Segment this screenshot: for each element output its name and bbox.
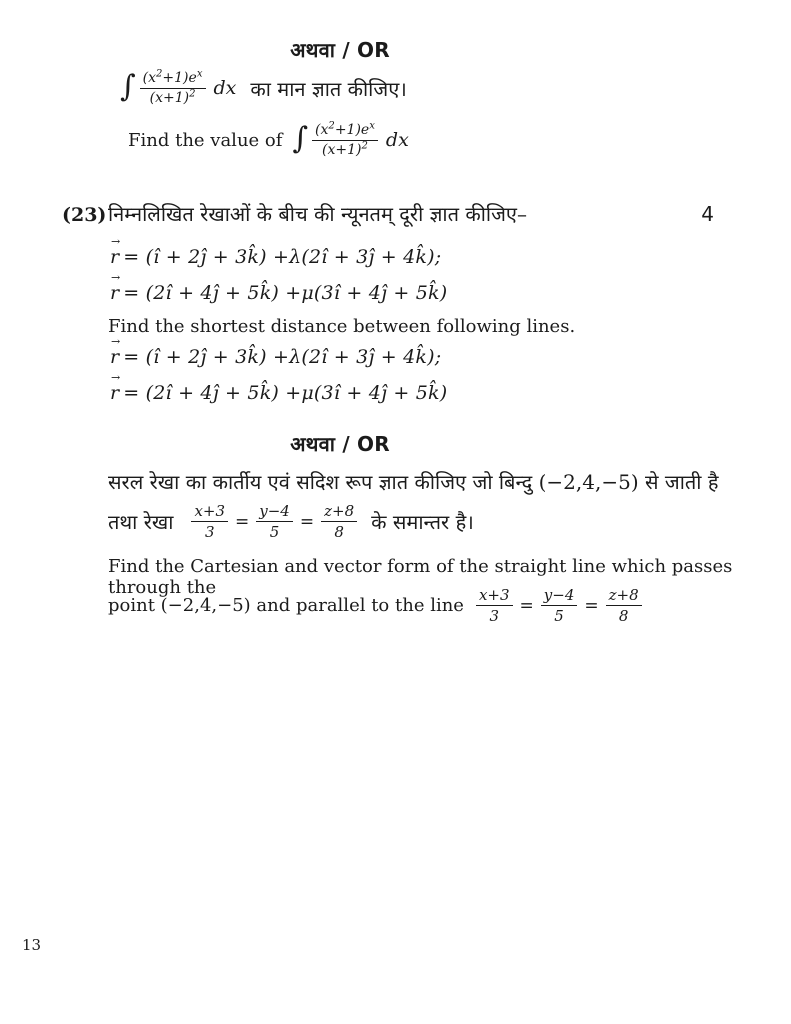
integral-sign: ∫ — [292, 121, 309, 157]
question-23-row — [62, 200, 714, 227]
equals-sign: = — [519, 595, 534, 616]
vector-arrow-icon: → — [111, 235, 120, 248]
fraction-z: $\frac{z+8}{8}$ — [321, 502, 357, 541]
question-number: (23) — [62, 204, 107, 226]
or-heading-1: अथवा / OR — [290, 38, 390, 62]
english-line2-prefix: point (−2,4,−5) and parallel to the line — [108, 595, 464, 616]
or-question-hindi-line1: सरल रेखा का कार्तीय एवं सदिश रूप ज्ञात कीजिए जो बिन्दु (−2,4,−5) से जाती है — [108, 470, 719, 494]
vector-equation-2-repeat — [110, 371, 448, 404]
or-question-hindi-line2 — [108, 502, 474, 541]
question-23-marks: 4 — [701, 202, 714, 226]
equals-sign: = — [584, 595, 599, 616]
fraction-y: $\frac{y-4}{5}$ — [256, 502, 293, 541]
fraction-numerator: $(x^2+1)e^x$ — [312, 122, 378, 141]
integral-fraction — [312, 122, 378, 159]
vector-arrow-icon: → — [111, 371, 120, 384]
fraction-denominator: $(x+1)^2$ — [149, 88, 196, 106]
question-23-english-prompt: Find the shortest distance between following lines. — [108, 316, 576, 337]
fraction-x: $\frac{x+3}{3}$ — [476, 586, 513, 625]
or-heading-2: अथवा / OR — [290, 432, 390, 456]
question-23-hindi-prompt: निम्नलिखित रेखाओं के बीच की न्यूनतम् दूरी ज्ञात कीजिए– — [108, 202, 527, 226]
vector-arrow-icon: → — [111, 271, 120, 284]
vector-r: → r — [110, 235, 120, 268]
page-number: 13 — [22, 936, 42, 954]
vector-r: → r — [110, 335, 120, 368]
or-question-english-line2 — [108, 586, 642, 625]
equation-body: = (2î + 4ĵ + 5k̂) +μ(3î + 4ĵ + 5k̂) — [123, 282, 448, 304]
integral-hindi-tail: का मान ज्ञात कीजिए। — [250, 76, 407, 101]
integral-question-hindi — [120, 70, 407, 107]
integral-english-prefix: Find the value of — [128, 129, 283, 151]
equation-body: = (2î + 4ĵ + 5k̂) +μ(3î + 4ĵ + 5k̂) — [123, 382, 448, 404]
fraction-z: $\frac{z+8}{8}$ — [606, 586, 642, 625]
or-question-english-line1: Find the Cartesian and vector form of the straight line which passes through the — [108, 556, 733, 598]
dx-term: dx — [385, 129, 409, 152]
fraction-y: $\frac{y-4}{5}$ — [541, 586, 578, 625]
equation-body: = (î + 2ĵ + 3k̂) +λ(2î + 3ĵ + 4k̂); — [123, 246, 442, 268]
hindi-line2-prefix: तथा रेखा — [108, 510, 174, 534]
hindi-line2-suffix: के समान्तर है। — [371, 510, 474, 534]
integral-fraction — [140, 70, 206, 107]
equals-sign: = — [299, 511, 315, 532]
vector-equation-1 — [110, 235, 442, 268]
integral-sign: ∫ — [120, 69, 136, 105]
equation-body: = (î + 2ĵ + 3k̂) +λ(2î + 3ĵ + 4k̂); — [123, 346, 442, 368]
vector-equation-1-repeat — [110, 335, 442, 368]
fraction-x: $\frac{x+3}{3}$ — [191, 502, 228, 541]
vector-equation-2 — [110, 271, 448, 304]
fraction-numerator: $(x^2+1)e^x$ — [140, 70, 206, 89]
dx-term: dx — [213, 77, 237, 100]
vector-arrow-icon: → — [111, 335, 120, 348]
vector-r: → r — [110, 271, 120, 304]
equals-sign: = — [235, 511, 250, 532]
vector-r: → r — [110, 371, 120, 404]
integral-question-english — [128, 122, 409, 159]
fraction-denominator: $(x+1)^2$ — [322, 140, 368, 158]
